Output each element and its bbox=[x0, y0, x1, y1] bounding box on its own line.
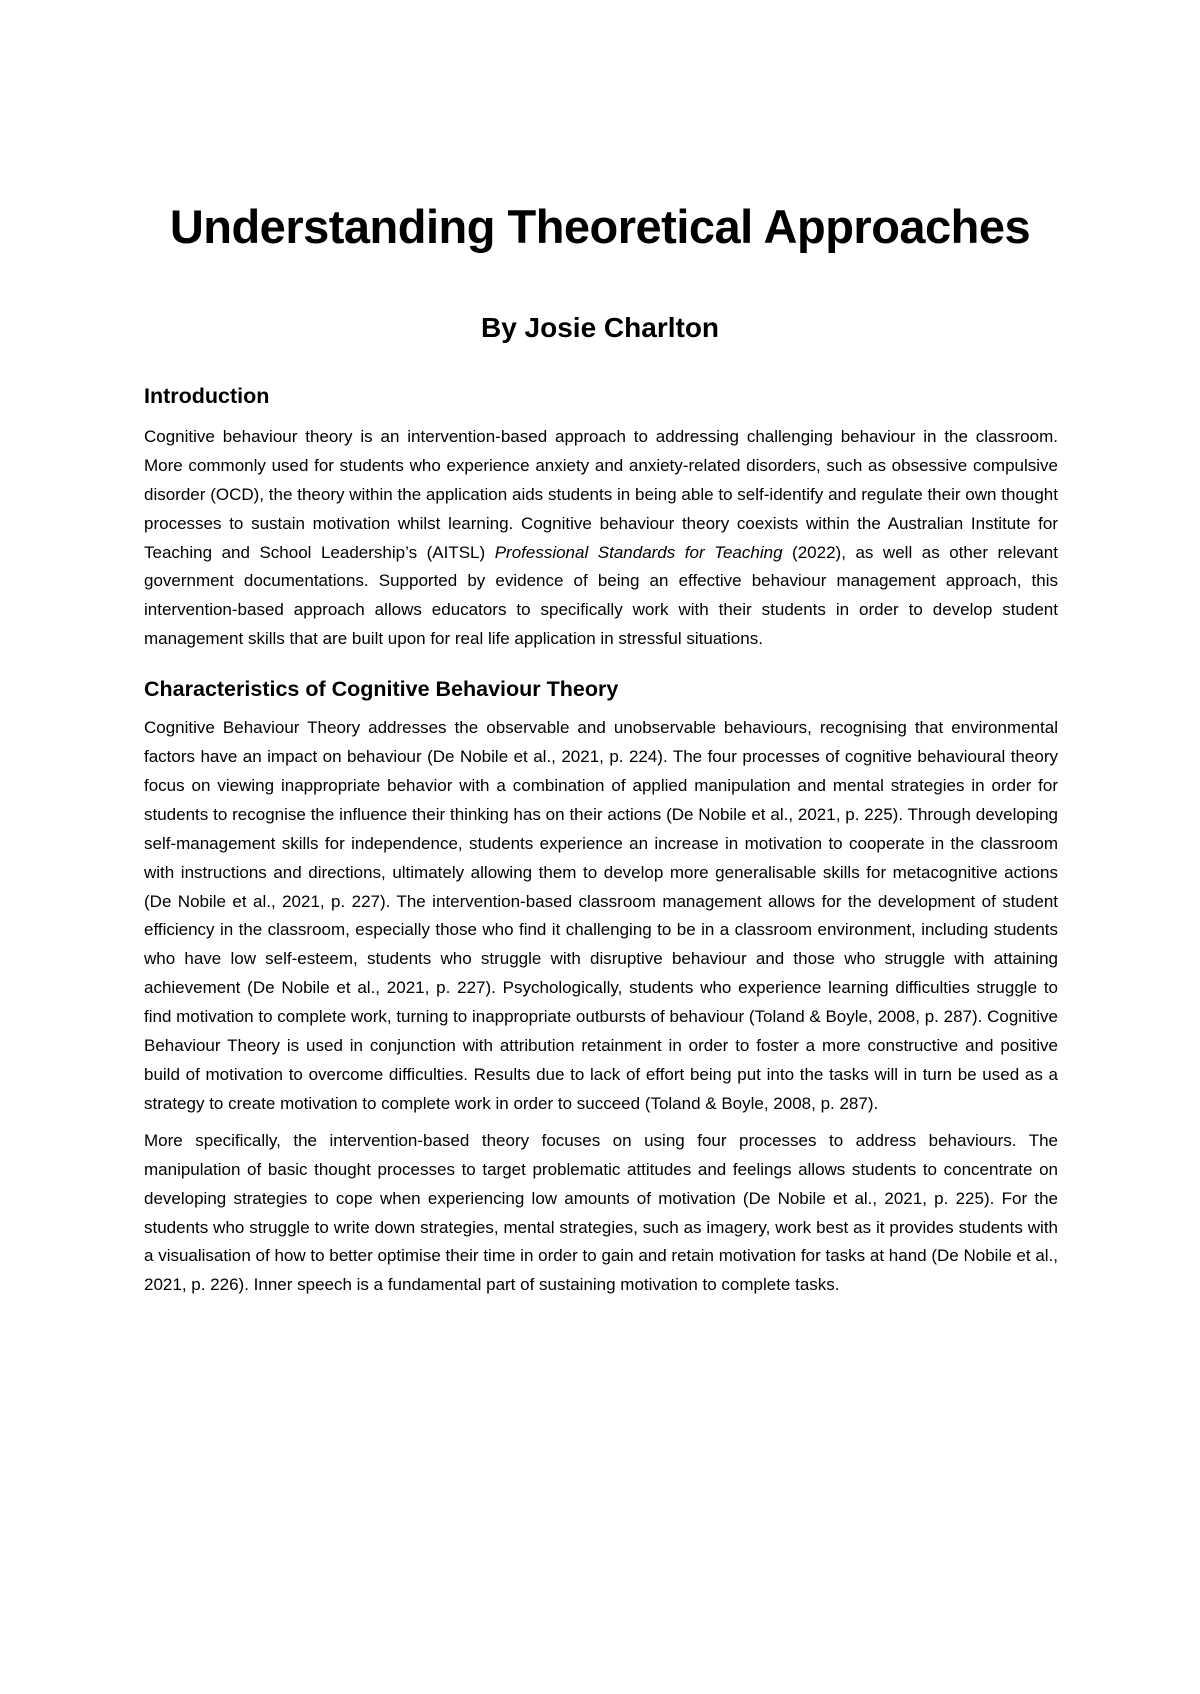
characteristics-heading: Characteristics of Cognitive Behaviour Theory bbox=[144, 677, 619, 702]
introduction-text-part-1: Cognitive behaviour theory is an intervention-based approach to addressing challenging behaviour in the classroom. More commonly used for students who experience anxiety and anxiety-related disorders, such as obsessive compulsive disorder (OCD), the theory within the application aids students in being able to self-identify and regulate their own thought processes to sustain motivation whilst learning. Cognitive behaviour theory coexists within the Australian Institute for Teaching and School Leadership’s (AITSL) bbox=[144, 426, 1058, 562]
introduction-text-part-2: (2022), as well as other relevant government documentations. Supported by evidence of being an effective behaviour management approach, this intervention-based approach allows educators to specifically work with their students in order to develop student management skills that are built upon for real life application in stressful situations. bbox=[144, 542, 1058, 649]
characteristics-paragraph-1: Cognitive Behaviour Theory addresses the observable and unobservable behaviours, recognising that environmental factors have an impact on behaviour (De Nobile et al., 2021, p. 224). The four processes of cognitive behavioural theory focus on viewing inappropriate behavior with a combination of applied manipulation and mental strategies in order for students to recognise the influence their thinking has on their actions (De Nobile et al., 2021, p. 225). Through developing self-management skills for independence, students experience an increase in motivation to cooperate in the classroom with instructions and directions, ultimately allowing them to develop more generalisable skills for metacognitive actions (De Nobile et al., 2021, p. 227). The intervention-based classroom management allows for the development of student efficiency in the classroom, especially those who find it challenging to be in a classroom environment, including students who have low self-esteem, students who struggle with disruptive behaviour and those who struggle with attaining achievement (De Nobile et al., 2021, p. 227). Psychologically, students who experience learning difficulties struggle to find motivation to complete work, turning to inappropriate outbursts of behaviour (Toland & Boyle, 2008, p. 287). Cognitive Behaviour Theory is used in conjunction with attribution retainment in order to foster a more constructive and positive build of motivation to overcome difficulties. Results due to lack of effort being put into the tasks will in turn be used as a strategy to create motivation to complete work in order to succeed (Toland & Boyle, 2008, p. 287). bbox=[144, 718, 1058, 1113]
document-title: Understanding Theoretical Approaches bbox=[169, 200, 1031, 253]
introduction-heading: Introduction bbox=[144, 384, 270, 408]
author-byline: By Josie Charlton bbox=[480, 312, 720, 343]
characteristics-paragraph-2: More specifically, the intervention-based theory focuses on using four processes to address behaviours. The manipulation of basic thought processes to target problematic attitudes and feelings allows students to concentrate on developing strategies to cope when experiencing low amounts of motivation (De Nobile et al., 2021, p. 225). For the students who struggle to write down strategies, mental strategies, such as imagery, work best as it provides students with a visualisation of how to better optimise their time in order to gain and retain motivation for tasks at hand (De Nobile et al., 2021, p. 226). Inner speech is a fundamental part of sustaining motivation to complete tasks. bbox=[144, 1130, 1058, 1295]
standards-title-italic: Professional Standards for Teaching bbox=[494, 542, 783, 562]
document-body bbox=[144, 383, 1058, 1308]
introduction-paragraph bbox=[144, 423, 1058, 654]
